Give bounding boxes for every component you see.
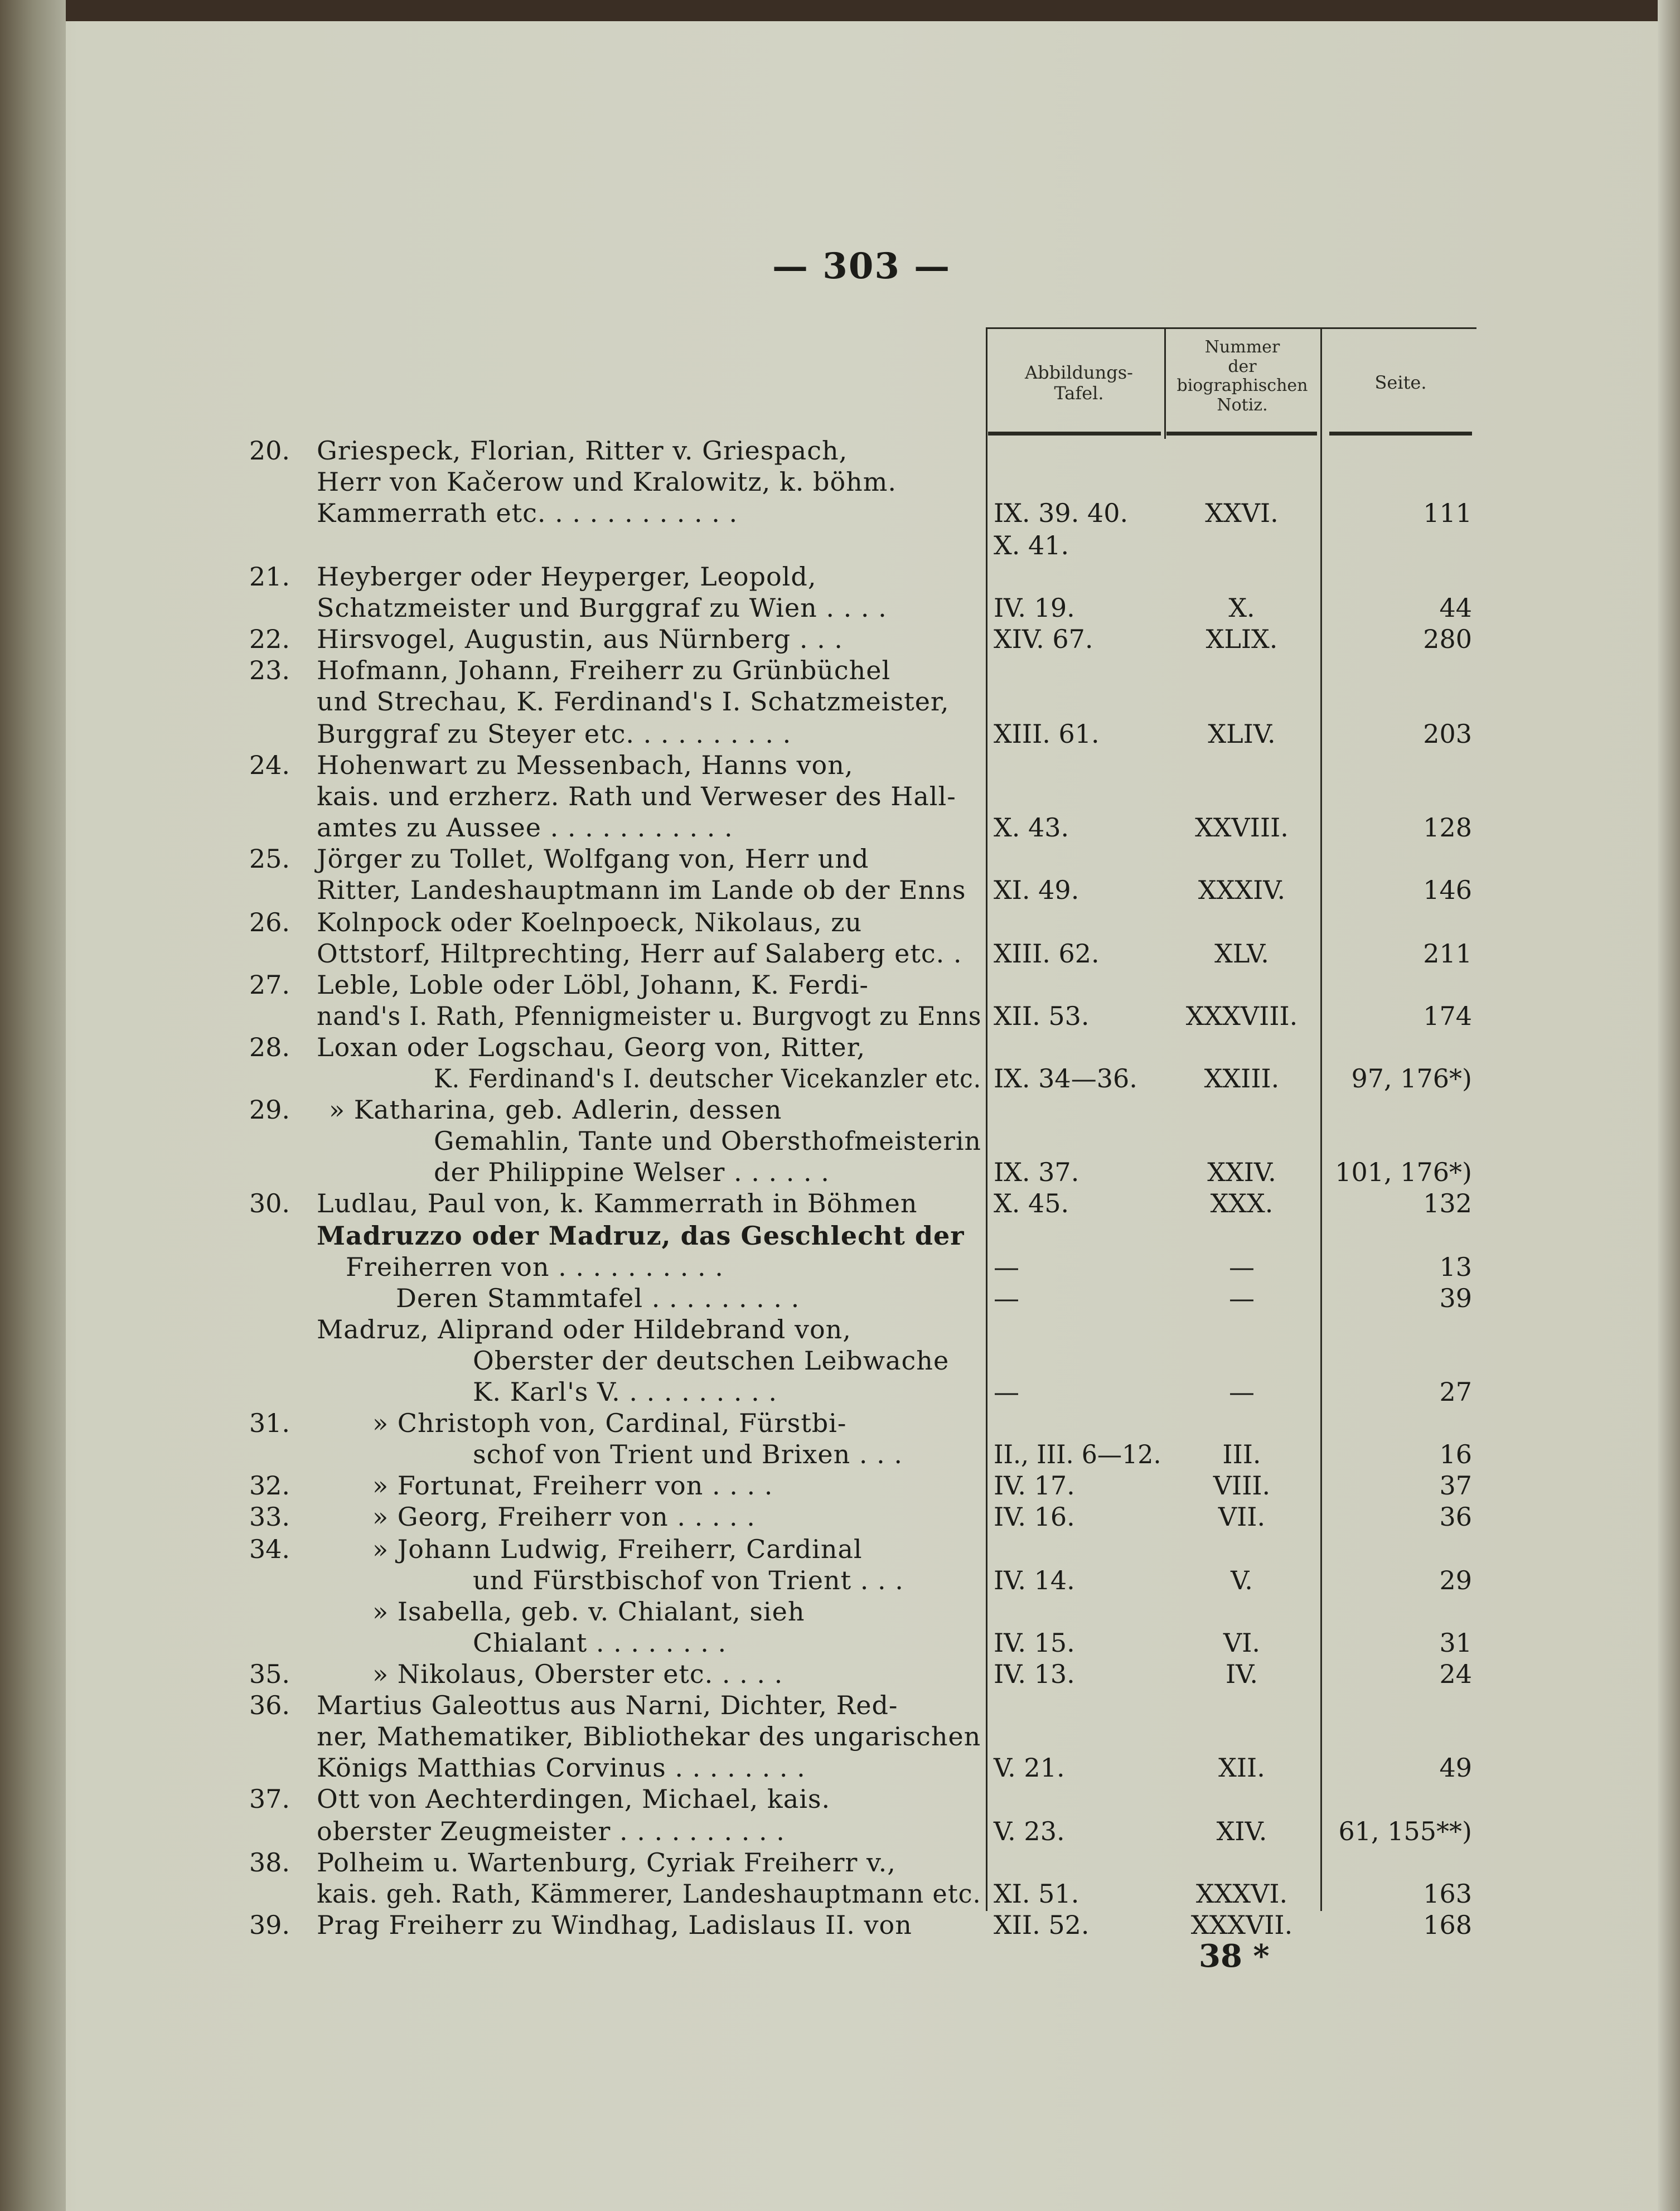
entry-number: 34.	[249, 1534, 290, 1564]
table-row	[0, 1565, 1680, 1596]
tafel-cell: IV. 13.	[994, 1659, 1075, 1689]
seite-cell: 146	[1423, 875, 1472, 905]
entry-text: K. Ferdinand's I. deutscher Vicekanzler etc.	[434, 1063, 982, 1094]
seite-cell: 132	[1423, 1188, 1472, 1218]
tafel-cell: IX. 37.	[994, 1157, 1079, 1187]
tafel-cell: XII. 53.	[994, 1001, 1090, 1031]
entry-text: Hirsvogel, Augustin, aus Nürnberg . . .	[317, 624, 843, 654]
entry-number: 25.	[249, 844, 290, 874]
notiz-cell: XII.	[1218, 1753, 1265, 1783]
entry-number: 20.	[249, 436, 290, 466]
entry-number: 32.	[249, 1470, 290, 1501]
entry-number: 33.	[249, 1502, 290, 1532]
notiz-cell: XXIV.	[1207, 1157, 1276, 1187]
entry-text: der Philippine Welser . . . . . .	[434, 1157, 830, 1187]
table-row	[0, 1752, 1680, 1783]
tafel-cell: XIII. 62.	[994, 938, 1100, 969]
column-header-tafel: Abbildungs- Tafel.	[1025, 362, 1133, 404]
table-row	[0, 1533, 1680, 1565]
table-row	[0, 1032, 1680, 1063]
table-row	[0, 1220, 1680, 1251]
seite-cell: 211	[1423, 938, 1472, 969]
entry-text: Gemahlin, Tante und Obersthofmeisterin	[434, 1126, 981, 1156]
entry-text: Madruz, Aliprand oder Hildebrand von,	[317, 1314, 851, 1344]
entry-text: » Fortunat, Freiherr von . . . .	[372, 1470, 773, 1501]
entry-text: Heyberger oder Heyperger, Leopold,	[317, 562, 817, 592]
table-row	[0, 718, 1680, 749]
table-row	[0, 592, 1680, 623]
entry-text: Deren Stammtafel . . . . . . . . .	[396, 1283, 800, 1313]
seite-cell: 128	[1423, 812, 1472, 843]
table-row	[0, 1596, 1680, 1627]
notiz-cell: V.	[1231, 1565, 1253, 1595]
entry-text: Königs Matthias Corvinus . . . . . . . .	[317, 1753, 806, 1783]
table-row	[0, 1690, 1680, 1721]
entry-text: Martius Galeottus aus Narni, Dichter, Red-	[317, 1690, 898, 1720]
entry-text: Leble, Loble oder Löbl, Johann, K. Ferdi-	[317, 970, 869, 1000]
notiz-cell: XLIX.	[1205, 624, 1278, 654]
notiz-cell: XXXVIII.	[1185, 1001, 1298, 1031]
entry-text: Hohenwart zu Messenbach, Hanns von,	[317, 750, 854, 780]
tafel-cell: II., III. 6—12.	[994, 1439, 1161, 1469]
tafel-cell: —	[994, 1283, 1019, 1313]
notiz-cell: III.	[1222, 1439, 1261, 1469]
notiz-cell: —	[1229, 1283, 1255, 1313]
tafel-cell: XII. 52.	[994, 1910, 1090, 1940]
entry-text: » Johann Ludwig, Freiherr, Cardinal	[372, 1534, 863, 1564]
notiz-cell: IV.	[1226, 1659, 1258, 1689]
tafel-cell: X. 43.	[994, 812, 1069, 843]
seite-cell: 44	[1439, 593, 1472, 623]
seite-cell: 13	[1439, 1252, 1472, 1282]
table-row	[0, 1847, 1680, 1878]
tafel-cell: IV. 15.	[994, 1628, 1075, 1658]
entry-number: 23.	[249, 655, 290, 685]
entry-text: » Isabella, geb. v. Chialant, sieh	[372, 1596, 805, 1627]
entry-number: 37.	[249, 1784, 290, 1814]
tafel-cell: X. 41.	[994, 530, 1069, 560]
entry-text: » Christoph von, Cardinal, Fürstbi-	[372, 1408, 847, 1438]
notiz-cell: XXVIII.	[1195, 812, 1289, 843]
table-row	[0, 1094, 1680, 1125]
tafel-cell: IV. 14.	[994, 1565, 1075, 1595]
column-divider	[1164, 327, 1166, 439]
seite-cell: 97, 176*)	[1351, 1063, 1472, 1094]
entry-text: kais. und erzherz. Rath und Verweser des Hall-	[317, 781, 956, 811]
entry-text: und Fürstbischof von Trient . . .	[473, 1565, 904, 1595]
entry-number: 22.	[249, 624, 290, 654]
seite-cell: 174	[1423, 1001, 1472, 1031]
table-row	[0, 1627, 1680, 1658]
notiz-cell: XIV.	[1216, 1816, 1267, 1846]
notiz-cell: XXIII.	[1204, 1063, 1280, 1094]
notiz-cell: XXXVI.	[1195, 1879, 1288, 1909]
entry-text: Freiherren von . . . . . . . . . .	[346, 1252, 724, 1282]
entry-text: Prag Freiherr zu Windhag, Ladislaus II. von	[317, 1910, 912, 1940]
table-row	[0, 1283, 1680, 1314]
table-row	[0, 1125, 1680, 1157]
entry-number: 36.	[249, 1690, 290, 1720]
entry-text: Jörger zu Tollet, Wolfgang von, Herr und	[317, 844, 869, 874]
tafel-cell: IX. 39. 40.	[994, 498, 1129, 528]
entry-text: Kolnpock oder Koelnpoeck, Nikolaus, zu	[317, 907, 863, 937]
tafel-cell: XIV. 67.	[994, 624, 1093, 654]
seite-cell: 163	[1423, 1879, 1472, 1909]
entry-text: Oberster der deutschen Leibwache	[473, 1346, 950, 1376]
column-header-notiz: Nummer der biographischen Notiz.	[1177, 337, 1308, 415]
entry-text: ner, Mathematiker, Bibliothekar des ungarischen	[317, 1721, 981, 1752]
table-row	[0, 812, 1680, 843]
table-row	[0, 1314, 1680, 1345]
entry-number: 39.	[249, 1910, 290, 1940]
table-row	[0, 1658, 1680, 1690]
entry-text: K. Karl's V. . . . . . . . . .	[473, 1377, 777, 1407]
seite-cell: 29	[1439, 1565, 1472, 1595]
tafel-cell: —	[994, 1252, 1019, 1282]
table-row	[0, 1909, 1680, 1941]
notiz-cell: VIII.	[1213, 1470, 1271, 1501]
notiz-cell: VII.	[1218, 1502, 1266, 1532]
seite-cell: 280	[1423, 624, 1472, 654]
table-row	[0, 874, 1680, 906]
notiz-cell: XXXIV.	[1198, 875, 1286, 905]
entry-text: Kammerrath etc. . . . . . . . . . . .	[317, 498, 738, 528]
notiz-cell: —	[1229, 1377, 1255, 1407]
entry-text: oberster Zeugmeister . . . . . . . . . .	[317, 1816, 785, 1846]
tafel-cell: V. 23.	[994, 1816, 1065, 1846]
entry-number: 28.	[249, 1032, 290, 1062]
entry-text: Schatzmeister und Burggraf zu Wien . . . .	[317, 593, 887, 623]
seite-cell: 168	[1423, 1910, 1472, 1940]
table-row	[0, 1157, 1680, 1188]
entry-number: 30.	[249, 1188, 290, 1218]
seite-cell: 203	[1423, 719, 1472, 749]
signature-mark: 38 *	[1199, 1938, 1270, 1975]
table-row	[0, 1251, 1680, 1283]
entry-number: 21.	[249, 562, 290, 592]
table-row	[0, 1063, 1680, 1094]
table-row	[0, 655, 1680, 686]
tafel-cell: —	[994, 1377, 1019, 1407]
table-top-rule	[986, 327, 1476, 329]
entry-text: Herr von Kačerow und Kralowitz, k. böhm.	[317, 467, 897, 497]
notiz-cell: VI.	[1223, 1628, 1260, 1658]
entry-text: Ludlau, Paul von, k. Kammerrath in Böhmen	[317, 1188, 918, 1218]
tafel-cell: V. 21.	[994, 1753, 1065, 1783]
seite-cell: 101, 176*)	[1335, 1157, 1472, 1187]
entry-text: Griespeck, Florian, Ritter v. Griespach,	[317, 436, 848, 466]
entry-text: Hofmann, Johann, Freiherr zu Grünbüchel	[317, 655, 891, 685]
notiz-cell: —	[1229, 1252, 1255, 1282]
table-row	[0, 686, 1680, 717]
table-row	[0, 1000, 1680, 1032]
entry-number: 26.	[249, 907, 290, 937]
seite-cell: 31	[1439, 1628, 1472, 1658]
entry-text: » Georg, Freiherr von . . . . .	[372, 1502, 756, 1532]
table-row	[0, 1188, 1680, 1219]
table-row	[0, 969, 1680, 1000]
tafel-cell: IX. 34—36.	[994, 1063, 1137, 1094]
tafel-cell: IV. 17.	[994, 1470, 1075, 1501]
column-header-seite: Seite.	[1374, 372, 1427, 393]
entry-text: Madruzzo oder Madruz, das Geschlecht der	[317, 1221, 965, 1251]
notiz-cell: X.	[1228, 593, 1255, 623]
table-row	[0, 907, 1680, 938]
entry-text: Burggraf zu Steyer etc. . . . . . . . . .	[317, 719, 792, 749]
tafel-cell: IV. 19.	[994, 593, 1075, 623]
table-row	[0, 938, 1680, 969]
notiz-cell: XLV.	[1214, 938, 1269, 969]
tafel-cell: IV. 16.	[994, 1502, 1075, 1532]
entry-text: nand's I. Rath, Pfennigmeister u. Burgvogt zu Enns	[317, 1001, 982, 1031]
table-row	[0, 843, 1680, 874]
seite-cell: 49	[1439, 1753, 1472, 1783]
entry-number: 27.	[249, 970, 290, 1000]
table-row	[0, 466, 1680, 497]
entry-number: 31.	[249, 1408, 290, 1438]
seite-cell: 111	[1423, 498, 1472, 528]
entry-text: » Nikolaus, Oberster etc. . . . .	[372, 1659, 783, 1689]
entry-text: und Strechau, K. Ferdinand's I. Schatzmeister,	[317, 686, 950, 717]
table-row	[0, 497, 1680, 529]
table-row	[0, 1721, 1680, 1752]
table-row	[0, 781, 1680, 812]
table-row	[0, 435, 1680, 466]
entry-text: Chialant . . . . . . . .	[473, 1628, 727, 1658]
tafel-cell: X. 45.	[994, 1188, 1069, 1218]
entry-text: Ottstorf, Hiltprechting, Herr auf Salaberg etc. .	[317, 938, 962, 969]
seite-cell: 16	[1439, 1439, 1472, 1469]
entry-number: 38.	[249, 1847, 290, 1878]
seite-cell: 36	[1439, 1502, 1472, 1532]
seite-cell: 24	[1439, 1659, 1472, 1689]
seite-cell: 61, 155**)	[1338, 1816, 1472, 1846]
entry-text: Loxan oder Logschau, Georg von, Ritter,	[317, 1032, 866, 1062]
entry-text: schof von Trient und Brixen . . .	[473, 1439, 903, 1469]
seite-cell: 27	[1439, 1377, 1472, 1407]
notiz-cell: XXX.	[1210, 1188, 1274, 1218]
entry-number: 29.	[249, 1095, 290, 1125]
table-row	[0, 1816, 1680, 1847]
page-top-edge	[0, 0, 1680, 21]
entry-text: Polheim u. Wartenburg, Cyriak Freiherr v.,	[317, 1847, 896, 1878]
notiz-cell: XLIV.	[1208, 719, 1276, 749]
table-row	[0, 1501, 1680, 1532]
entry-text: amtes zu Aussee . . . . . . . . . . .	[317, 812, 733, 843]
table-row	[0, 530, 1680, 561]
table-row	[0, 1376, 1680, 1407]
entry-text: » Katharina, geb. Adlerin, dessen	[329, 1095, 782, 1125]
table-row	[0, 623, 1680, 655]
table-row	[0, 749, 1680, 781]
seite-cell: 39	[1439, 1283, 1472, 1313]
seite-cell: 37	[1439, 1470, 1472, 1501]
table-row	[0, 1439, 1680, 1470]
table-row	[0, 1345, 1680, 1376]
tafel-cell: XI. 49.	[994, 875, 1079, 905]
table-row	[0, 561, 1680, 592]
entry-number: 35.	[249, 1659, 290, 1689]
entry-text: Ott von Aechterdingen, Michael, kais.	[317, 1784, 831, 1814]
notiz-cell: XXXVII.	[1190, 1910, 1293, 1940]
table-row	[0, 1878, 1680, 1909]
notiz-cell: XXVI.	[1205, 498, 1279, 528]
entry-text: Ritter, Landeshauptmann im Lande ob der Enns	[317, 875, 966, 905]
page-number: — 303 —	[772, 245, 951, 287]
table-row	[0, 1407, 1680, 1439]
tafel-cell: XI. 51.	[994, 1879, 1079, 1909]
table-row	[0, 1470, 1680, 1501]
entry-text: kais. geh. Rath, Kämmerer, Landeshauptmann etc.	[317, 1879, 981, 1909]
table-row	[0, 1783, 1680, 1815]
tafel-cell: XIII. 61.	[994, 719, 1100, 749]
entry-number: 24.	[249, 750, 290, 780]
